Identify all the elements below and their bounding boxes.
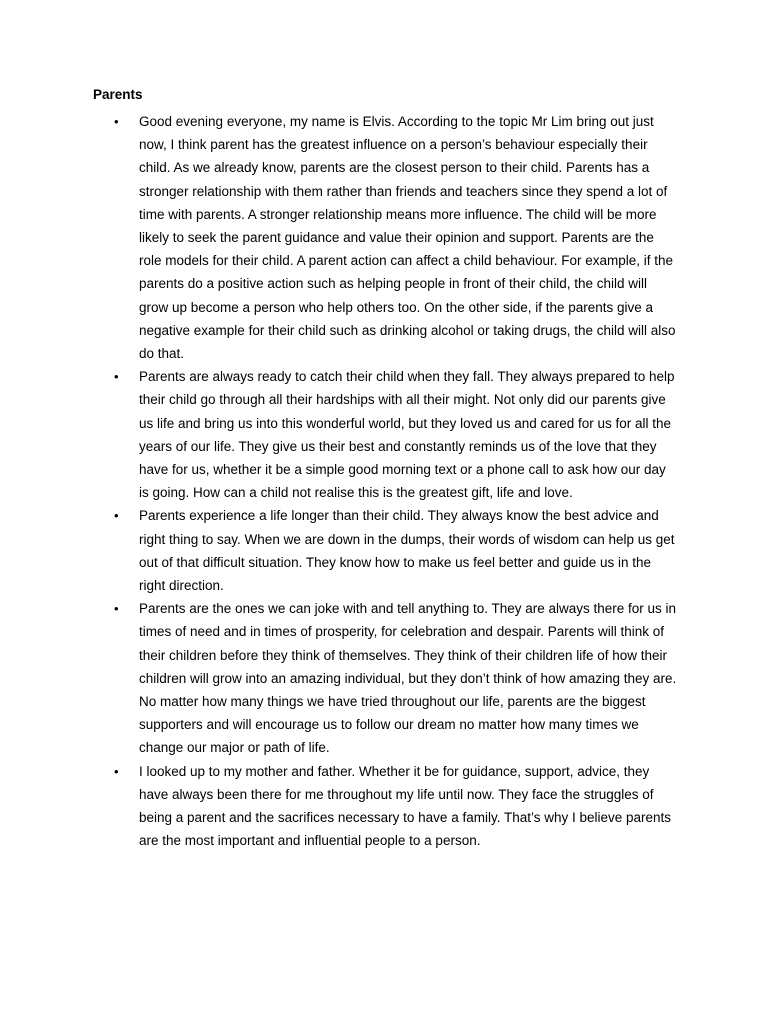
list-item <box>93 760 683 853</box>
bullet-icon: • <box>114 763 119 779</box>
bullet-icon: • <box>114 114 119 129</box>
list-item <box>93 597 683 759</box>
list-item <box>93 504 683 597</box>
bullet-icon: • <box>114 601 119 617</box>
document-title: Parents <box>93 87 143 102</box>
paragraph-text: Parents are always ready to catch their child when they fall. They always prepared to help their child go through all their hardships with all their might. Not only did our parents give us life and bring us into this wonderful world, but they loved us and cared for us for all the years of our life. They give us their best and constantly reminds us of the love that they have for us, whether it be a simple good morning text or a phone call to ask how our day is going. How can a child not realise this is the greatest gift, life and love. <box>139 369 675 501</box>
list-item <box>93 110 683 365</box>
paragraph-text: Parents are the ones we can joke with and tell anything to. They are always there for us in times of need and in times of prosperity, for celebration and despair. Parents will think of their children before they think of themselves. They think of their children life of how their children will grow into an amazing individual, but they don’t think of how amazing they are. No matter how many things we have tried throughout our life, parents are the biggest supporters and will encourage us to follow our dream no matter how many times we change our major or path of life. <box>139 601 677 756</box>
bullet-icon: • <box>114 508 119 524</box>
paragraph-text: Good evening everyone, my name is Elvis. According to the topic Mr Lim bring out just now, I think parent has the greatest influence on a person’s behaviour especially their child. As we already know, parents are the closest person to their child. Parents has a stronger relationship with them rather than friends and teachers since they spend a lot of time with parents. A stronger relationship means more influence. The child will be more likely to seek the parent guidance and value their opinion and support. Parents are the role models for their child. A parent action can affect a child behaviour. For example, if the parents do a positive action such as helping people in front of their child, the child will grow up become a person who help others too. On the other side, if the parents give a negative example for their child such as drinking alcohol or taking drugs, the child will also do that. <box>139 114 676 362</box>
paragraph-text: Parents experience a life longer than their child. They always know the best advice and right thing to say. When we are down in the dumps, their words of wisdom can help us get out of that difficult situation. They know how to make us feel better and guide us in the right direction. <box>139 508 675 594</box>
paragraph-text: I looked up to my mother and father. Whether it be for guidance, support, advice, they have always been there for me throughout my life until now. They face the struggles of being a parent and the sacrifices necessary to have a family. That’s why I believe parents are the most important and influential people to a person. <box>139 763 672 849</box>
list-item <box>93 365 683 504</box>
bullet-icon: • <box>114 369 119 385</box>
bullet-list <box>93 110 683 853</box>
